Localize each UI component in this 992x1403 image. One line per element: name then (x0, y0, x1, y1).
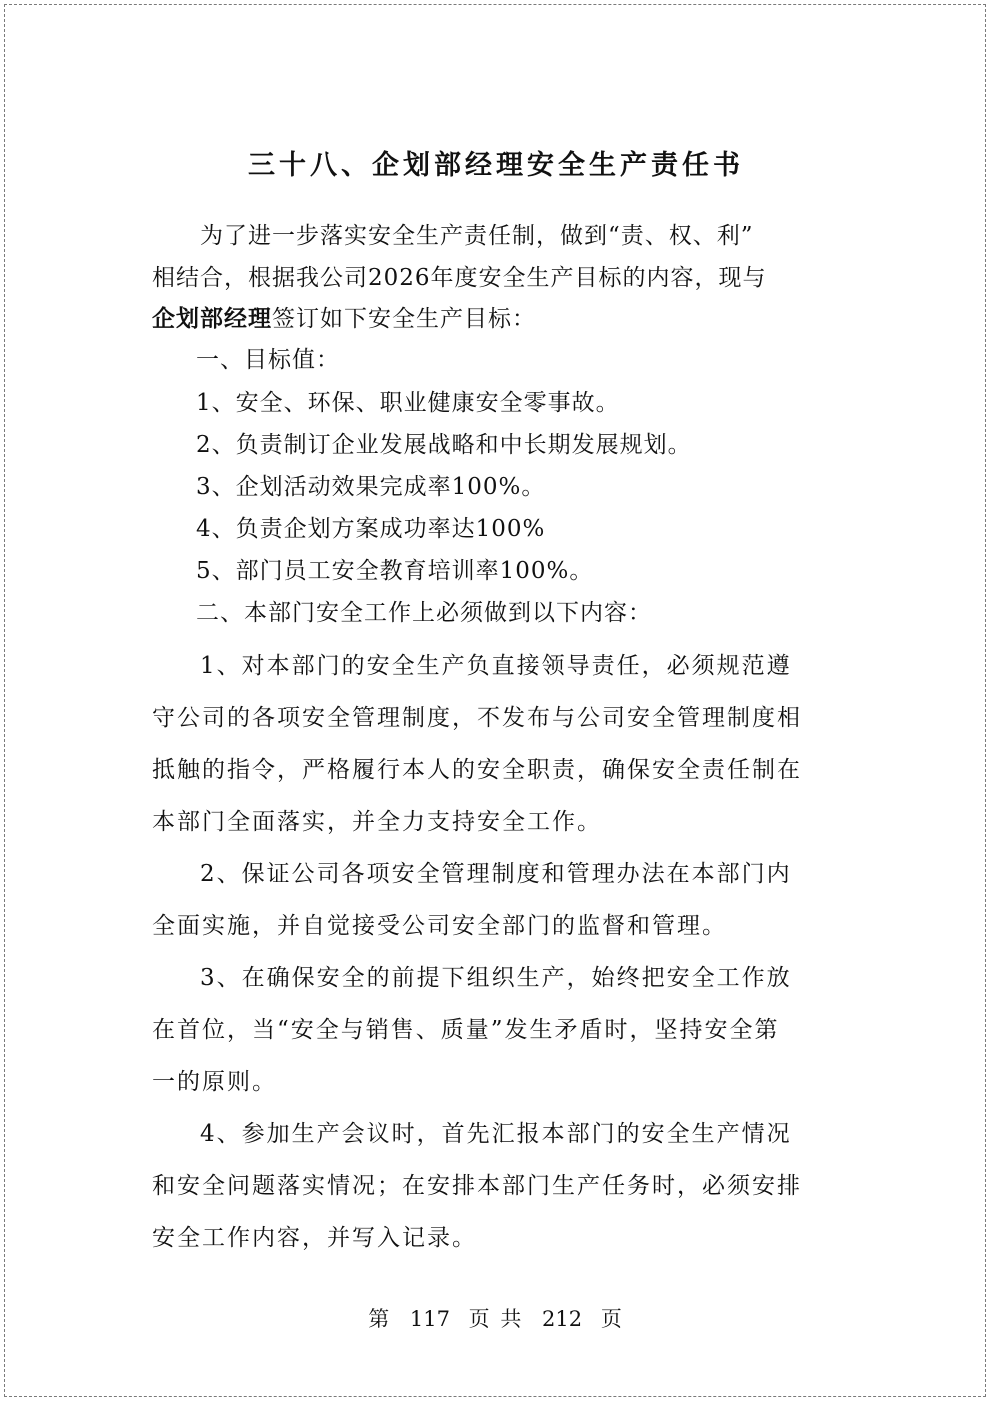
total-pages-number: 212 (542, 1307, 583, 1331)
duty-4-line-3: 安全工作内容，并写入记录。 (152, 1225, 477, 1251)
duty-1-line-2: 守公司的各项安全管理制度，不发布与公司安全管理制度相 (152, 705, 802, 731)
duty-1-line-3: 抵触的指令，严格履行本人的安全职责，确保安全责任制在 (152, 757, 802, 783)
duty-4-line-2: 和安全问题落实情况；在安排本部门生产任务时，必须安排 (152, 1173, 802, 1199)
duty-1-line-4: 本部门全面落实，并全力支持安全工作。 (152, 809, 602, 835)
target-item: 3、企划活动效果完成率100%。 (196, 474, 546, 500)
intro-line-3 (152, 301, 536, 337)
duty-3-line-1: 3、在确保安全的前提下组织生产，始终把安全工作放 (200, 965, 792, 991)
section-2-heading: 二、本部门安全工作上必须做到以下内容： (196, 600, 652, 626)
footer-middle: 页 共 (468, 1307, 524, 1331)
footer-prefix: 第 (368, 1307, 392, 1331)
section-1-heading: 一、目标值： (196, 347, 340, 373)
target-item: 1、安全、环保、职业健康安全零事故。 (196, 390, 620, 416)
duty-2-line-1: 2、保证公司各项安全管理制度和管理办法在本部门内 (200, 861, 792, 887)
duty-2-line-2: 全面实施，并自觉接受公司安全部门的监督和管理。 (152, 913, 727, 939)
page-footer (0, 1303, 992, 1335)
document-title: 三十八、企划部经理安全生产责任书 (248, 150, 744, 181)
target-item: 5、部门员工安全教育培训率100%。 (196, 558, 594, 584)
intro-line-2: 相结合，根据我公司2026年度安全生产目标的内容，现与 (152, 265, 767, 291)
duty-3-line-3: 一的原则。 (152, 1069, 277, 1095)
footer-suffix: 页 (600, 1307, 624, 1331)
target-item: 4、负责企划方案成功率达100% (196, 516, 546, 542)
signatory-name: 企划部经理 (152, 305, 272, 332)
duty-3-line-2: 在首位，当“安全与销售、质量”发生矛盾时，坚持安全第 (152, 1017, 780, 1043)
current-page-number: 117 (409, 1307, 450, 1331)
duty-1-line-1: 1、对本部门的安全生产负直接领导责任，必须规范遵 (200, 653, 792, 679)
duty-4-line-1: 4、参加生产会议时，首先汇报本部门的安全生产情况 (200, 1121, 792, 1147)
intro-line-3-rest: 签订如下安全生产目标： (272, 306, 536, 332)
intro-line-1: 为了进一步落实安全生产责任制，做到“责、权、利” (200, 223, 754, 249)
target-item: 2、负责制订企业发展战略和中长期发展规划。 (196, 432, 692, 458)
